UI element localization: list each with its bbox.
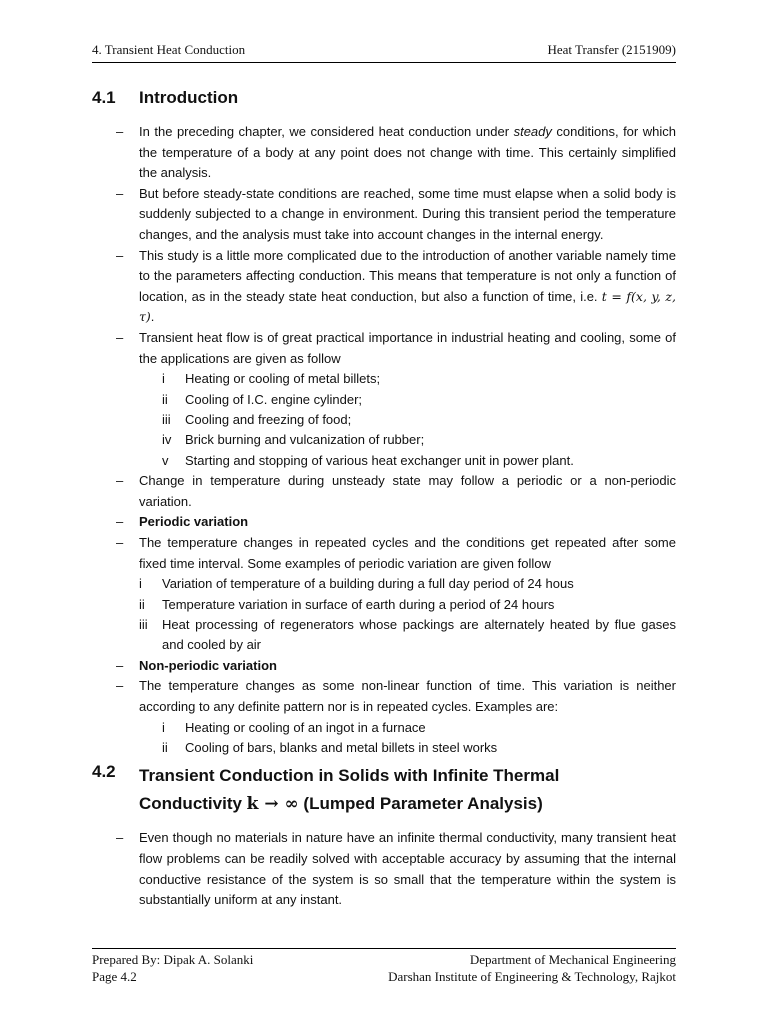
section-title: Transient Conduction in Solids with Infinite Thermal Conductivity k → ∞ (Lumped Parameter Analysis) [139, 766, 560, 815]
roman-numeral: ii [162, 739, 168, 755]
math-expression: t = f(x, y, z, τ) [139, 288, 676, 325]
bullet-item [92, 656, 676, 677]
roman-numeral: i [162, 719, 165, 735]
dash-marker: – [116, 247, 124, 263]
bullet-text: In the preceding chapter, we considered heat conduction under steady conditions, for which the temperature of a body at any point does not change with time. This certainly simplified the analysis. [139, 124, 676, 181]
list-item [92, 430, 676, 450]
bullet-item [92, 122, 676, 184]
list-item [92, 451, 676, 471]
roman-numeral: iii [162, 411, 171, 427]
bullet-item [92, 676, 676, 717]
bullet-text: Even though no materials in nature have an infinite thermal conductivity, many transient heat flow problems can be readily solved with acceptable accuracy by assuming that the internal conductive resistance of the system is so small that the temperature within the system is substantially uniform at any instant. [139, 830, 676, 908]
bullet-item [92, 471, 676, 512]
emphasis: steady [513, 124, 552, 139]
section-title: Introduction [139, 88, 239, 107]
roman-numeral: iv [162, 432, 172, 448]
list-item-text: Heating or cooling of metal billets; [185, 371, 381, 387]
list-item-text: Temperature variation in surface of earth during a period of 24 hours [162, 596, 555, 612]
roman-numeral: i [162, 371, 165, 387]
k-infinity-symbol: k → ∞ [246, 794, 299, 815]
page-header [92, 42, 676, 63]
subheading-nonperiodic: Non-periodic variation [139, 657, 277, 673]
bullet-item [92, 328, 676, 369]
footer-author: Prepared By: Dipak A. Solanki [92, 952, 254, 967]
page-footer [92, 948, 676, 985]
list-item [92, 410, 676, 430]
dash-marker: – [116, 534, 124, 550]
list-item [92, 718, 676, 738]
bullet-text: Change in temperature during unsteady state may follow a periodic or a non-periodic variation. [139, 473, 676, 509]
roman-numeral: i [139, 576, 142, 592]
list-item-text: Cooling and freezing of food; [185, 411, 352, 427]
header-chapter: 4. Transient Heat Conduction [92, 42, 246, 57]
dash-marker: – [116, 830, 124, 846]
roman-numeral: iii [139, 616, 148, 632]
dash-marker: – [116, 185, 124, 201]
periodic-examples-list [92, 574, 676, 656]
section-heading [92, 84, 676, 112]
list-item-text: Heating or cooling of an ingot in a furnace [185, 719, 426, 735]
nonperiodic-examples-list [92, 718, 676, 759]
dash-marker: – [116, 514, 124, 530]
footer-institute: Darshan Institute of Engineering & Technology, Rajkot [388, 969, 676, 984]
section-heading [92, 762, 676, 818]
page-content [92, 84, 676, 911]
bullet-text: Transient heat flow is of great practical importance in industrial heating and cooling, some of the applications are given as follow [139, 329, 676, 366]
dash-marker: – [116, 657, 124, 673]
list-item [92, 369, 676, 389]
bullet-text: This study is a little more complicated due to the introduction of another variable namely time to the parameters affecting conduction. This means that temperature is not only a function of location, as in the steady state heat conduction, but also a function of time, i.e. t = f(x, y, z, τ). [139, 247, 676, 325]
list-item [92, 615, 676, 656]
list-item [92, 595, 676, 615]
bullet-item [92, 828, 676, 910]
list-item-text: Brick burning and vulcanization of rubber; [185, 432, 425, 448]
list-item-text: Cooling of I.C. engine cylinder; [185, 391, 363, 407]
bullet-item [92, 533, 676, 574]
applications-list [92, 369, 676, 471]
bullet-item [92, 512, 676, 533]
list-item-text: Starting and stopping of various heat exchanger unit in power plant. [185, 452, 574, 468]
dash-marker: – [116, 678, 124, 694]
section-number: 4.1 [92, 88, 116, 107]
list-item [92, 738, 676, 758]
dash-marker: – [116, 124, 124, 139]
subheading-periodic: Periodic variation [139, 514, 249, 530]
bullet-text: The temperature changes in repeated cycles and the conditions get repeated after some fixed time interval. Some examples of periodic variation are given follow [139, 534, 676, 571]
header-course: Heat Transfer (2151909) [547, 42, 676, 57]
list-item-text: Heat processing of regenerators whose packings are alternately heated by flue gases and cooled by air [162, 616, 676, 653]
bullet-text: But before steady-state conditions are reached, some time must elapse when a solid body is suddenly subjected to a change in environment. During this transient period the temperature changes, and the analysis must take into account changes in the internal energy. [139, 185, 676, 242]
bullet-item [92, 184, 676, 246]
list-item-text: Variation of temperature of a building during a full day period of 24 hous [162, 576, 574, 592]
footer-department: Department of Mechanical Engineering [469, 952, 676, 967]
bullet-item [92, 246, 676, 328]
section-number: 4.2 [92, 762, 116, 782]
list-item [92, 390, 676, 410]
roman-numeral: ii [162, 391, 168, 407]
dash-marker: – [116, 329, 124, 345]
list-item [92, 574, 676, 594]
roman-numeral: v [162, 452, 169, 468]
bullet-text: The temperature changes as some non-linear function of time. This variation is neither according to any definite pattern nor is in repeated cycles. Examples are: [139, 678, 676, 714]
list-item-text: Cooling of bars, blanks and metal billets in steel works [185, 739, 498, 755]
footer-page-number: Page 4.2 [92, 969, 137, 984]
roman-numeral: ii [139, 596, 145, 612]
dash-marker: – [116, 473, 124, 489]
